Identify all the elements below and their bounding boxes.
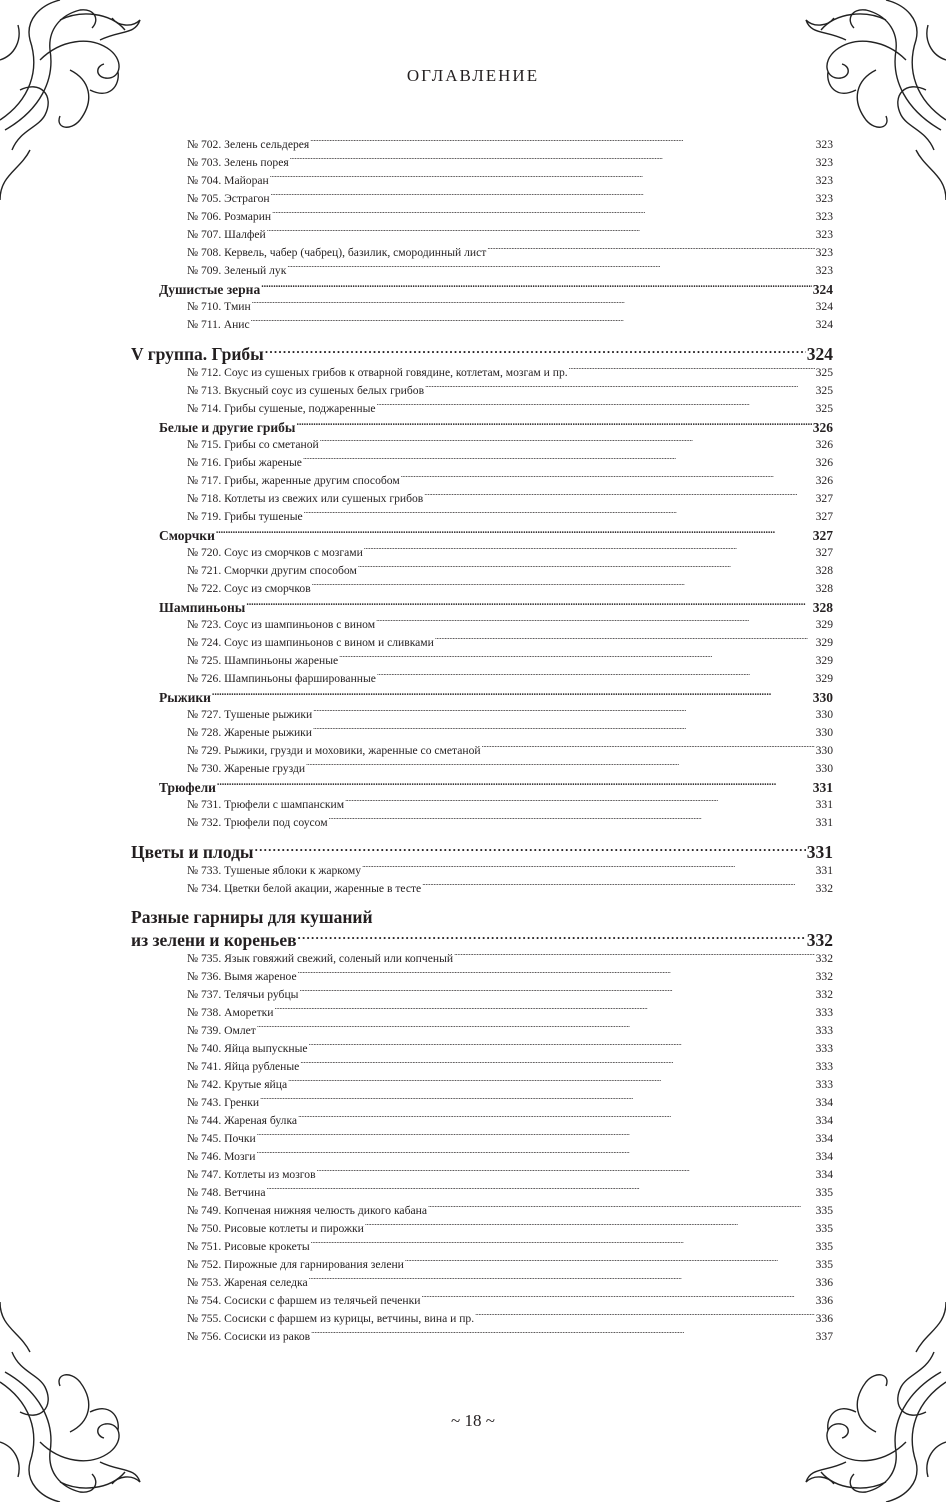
toc-entry-page: 326	[815, 456, 833, 469]
toc-entry-page: 327	[815, 492, 833, 505]
dot-leader	[217, 778, 812, 792]
toc-entry-title: № 716. Грибы жареные	[187, 456, 302, 469]
toc-entry-title: № 745. Почки	[187, 1132, 256, 1145]
dot-leader	[300, 1058, 814, 1070]
toc-entry[interactable]	[131, 724, 833, 742]
toc-entry-page: 334	[815, 1132, 833, 1145]
toc-entry-title: № 724. Соус из шампиньонов с вином и сливками	[187, 636, 434, 649]
dot-leader	[306, 760, 815, 772]
toc-entry[interactable]	[131, 400, 833, 418]
toc-group-heading[interactable]	[131, 840, 833, 862]
toc-group-page: 331	[806, 841, 833, 862]
dot-leader	[313, 724, 815, 736]
toc-entry-page: 333	[815, 1060, 833, 1073]
toc-entry[interactable]	[131, 1058, 833, 1076]
dot-leader	[257, 1130, 815, 1142]
toc-entry[interactable]	[131, 454, 833, 472]
dot-leader	[310, 136, 814, 148]
toc-subsection[interactable]	[131, 778, 833, 796]
toc-entry[interactable]	[131, 1274, 833, 1292]
toc-entry[interactable]	[131, 742, 833, 760]
toc-entry-title: № 715. Грибы со сметаной	[187, 438, 319, 451]
dot-leader	[309, 1274, 815, 1286]
toc-entry-page: 328	[815, 564, 833, 577]
dot-leader	[288, 1076, 815, 1088]
toc-entry-page: 327	[815, 546, 833, 559]
toc-entry-page: 334	[815, 1096, 833, 1109]
dot-leader	[266, 1184, 814, 1196]
toc-entry-title: № 728. Жареные рыжики	[187, 726, 313, 739]
toc-subsection-page: 331	[812, 779, 833, 795]
toc-group-page: 332	[806, 929, 833, 950]
toc-subsection[interactable]	[131, 526, 833, 544]
toc-entry[interactable]	[131, 986, 833, 1004]
toc-entry-page: 323	[815, 156, 833, 169]
toc-entry[interactable]	[131, 472, 833, 490]
toc-entry-title: № 704. Майоран	[187, 174, 269, 187]
toc-entry[interactable]	[131, 190, 833, 208]
toc-subsection-title: Сморчки	[159, 527, 215, 543]
toc-entry[interactable]	[131, 562, 833, 580]
toc-entry[interactable]	[131, 262, 833, 280]
toc-group-title-line2: из зелени и кореньев	[131, 929, 297, 950]
toc-entry-page: 336	[815, 1294, 833, 1307]
toc-entry-page: 332	[815, 952, 833, 965]
dot-leader	[428, 1202, 815, 1214]
toc-entry-title: № 733. Тушеные яблоки к жаркому	[187, 864, 362, 877]
toc-entry-page: 332	[815, 970, 833, 983]
dot-leader	[265, 342, 806, 360]
dot-leader	[257, 1148, 815, 1160]
toc-entry-page: 334	[815, 1150, 833, 1163]
dot-leader	[216, 526, 812, 540]
toc-subsection-title: Шампиньоны	[159, 599, 246, 615]
toc-entry-title: № 741. Яйца рубленые	[187, 1060, 300, 1073]
dot-leader	[475, 1310, 814, 1322]
toc-subsection[interactable]	[131, 280, 833, 298]
dot-leader	[320, 436, 815, 448]
toc-entry-title: № 703. Зелень порея	[187, 156, 289, 169]
toc-subsection-page: 326	[812, 419, 833, 435]
toc-entry-page: 333	[815, 1006, 833, 1019]
toc-subsection-page: 324	[812, 281, 833, 297]
toc-entry-title: № 748. Ветчина	[187, 1186, 266, 1199]
toc-entry-title: № 722. Соус из сморчков	[187, 582, 311, 595]
toc-entry-page: 328	[815, 582, 833, 595]
dot-leader	[376, 616, 815, 628]
toc-entry-page: 329	[815, 636, 833, 649]
toc-entry-title: № 739. Омлет	[187, 1024, 256, 1037]
toc-entry[interactable]	[131, 670, 833, 688]
dot-leader	[252, 298, 815, 310]
toc-entry-page: 324	[815, 300, 833, 313]
toc-entry-page: 335	[815, 1186, 833, 1199]
toc-entry-page: 331	[815, 798, 833, 811]
toc-entry[interactable]	[131, 1310, 833, 1328]
toc-entry-title: № 740. Яйца выпускные	[187, 1042, 308, 1055]
toc-entry[interactable]	[131, 796, 833, 814]
dot-leader	[569, 364, 815, 376]
toc-entry-title: № 713. Вкусный соус из сушеных белых грибов	[187, 384, 425, 397]
toc-entry[interactable]	[131, 1292, 833, 1310]
toc-entry[interactable]	[131, 508, 833, 526]
toc-entry[interactable]	[131, 490, 833, 508]
dot-leader	[270, 172, 815, 184]
toc-entry[interactable]	[131, 706, 833, 724]
toc-entry-title: № 709. Зеленый лук	[187, 264, 287, 277]
toc-subsection-title: Белые и другие грибы	[159, 419, 296, 435]
toc-entry-page: 333	[815, 1024, 833, 1037]
toc-entry-page: 336	[815, 1312, 833, 1325]
toc-entry-title: № 738. Аморетки	[187, 1006, 274, 1019]
toc-entry-title: № 717. Грибы, жаренные другим способом	[187, 474, 400, 487]
toc-entry[interactable]	[131, 1238, 833, 1256]
dot-leader	[296, 418, 811, 432]
dot-leader	[422, 880, 814, 892]
toc-entry-title: № 725. Шампиньоны жареные	[187, 654, 339, 667]
toc-entry[interactable]	[131, 1004, 833, 1022]
running-head: ОГЛАВЛЕНИЕ	[406, 66, 540, 85]
toc-entry-title: № 742. Крутые яйца	[187, 1078, 288, 1091]
toc-entry-title: № 712. Соус из сушеных грибов к отварной говядине, котлетам, мозгам и пр.	[187, 366, 568, 379]
dot-leader	[362, 862, 815, 874]
toc-entry[interactable]	[131, 760, 833, 778]
dot-leader	[313, 706, 814, 718]
dot-leader	[487, 244, 814, 256]
dot-leader	[267, 226, 815, 238]
toc-entry-page: 330	[815, 762, 833, 775]
toc-group-heading[interactable]	[131, 928, 833, 950]
dot-leader	[435, 634, 815, 646]
toc-entry-page: 331	[815, 864, 833, 877]
toc-entry-title: № 735. Язык говяжий свежий, соленый или копченый	[187, 952, 454, 965]
dot-leader	[255, 840, 806, 858]
toc-entry-page: 335	[815, 1204, 833, 1217]
toc-entry[interactable]	[131, 1040, 833, 1058]
toc-entry-page: 330	[815, 708, 833, 721]
toc-entry[interactable]	[131, 1220, 833, 1238]
toc-entry-title: № 754. Сосиски с фаршем из телячьей печенки	[187, 1294, 421, 1307]
toc-entry-page: 332	[815, 882, 833, 895]
dot-leader	[309, 1040, 815, 1052]
toc-entry[interactable]	[131, 862, 833, 880]
toc-entry[interactable]	[131, 364, 833, 382]
toc-entry-title: № 752. Пирожные для гарнирования зелени	[187, 1258, 404, 1271]
toc-group-page: 324	[806, 343, 833, 364]
dot-leader	[339, 652, 814, 664]
toc-entry-page: 335	[815, 1240, 833, 1253]
toc-entry-title: № 736. Вымя жареное	[187, 970, 297, 983]
toc-entry[interactable]	[131, 1022, 833, 1040]
toc-entry-page: 329	[815, 618, 833, 631]
toc-entry-title: № 702. Зелень сельдерея	[187, 138, 310, 151]
toc-entry-title: № 720. Соус из сморчков с мозгами	[187, 546, 363, 559]
dot-leader	[425, 382, 815, 394]
toc-entry-page: 325	[815, 384, 833, 397]
toc-entry-page: 335	[815, 1258, 833, 1271]
toc-entry-page: 330	[815, 744, 833, 757]
toc-entry[interactable]	[131, 208, 833, 226]
dot-leader	[212, 688, 812, 702]
dot-leader	[377, 400, 815, 412]
toc-entry-page: 334	[815, 1168, 833, 1181]
dot-leader	[311, 1328, 814, 1340]
toc-entry-title: № 747. Котлеты из мозгов	[187, 1168, 316, 1181]
toc-entry[interactable]	[131, 298, 833, 316]
toc-entry-title: № 721. Сморчки другим способом	[187, 564, 357, 577]
toc-entry-page: 323	[815, 192, 833, 205]
toc-entry-title: № 730. Жареные грузди	[187, 762, 306, 775]
toc-subsection-title: Рыжики	[159, 689, 211, 705]
toc-entry-title: № 753. Жареная селедка	[187, 1276, 308, 1289]
toc-entry-page: 332	[815, 988, 833, 1001]
toc-entry[interactable]	[131, 136, 833, 154]
toc-entry-page: 333	[815, 1042, 833, 1055]
dot-leader	[298, 928, 806, 946]
dot-leader	[364, 544, 815, 556]
toc-entry[interactable]	[131, 950, 833, 968]
dot-leader	[329, 814, 815, 826]
toc-entry-page: 325	[815, 402, 833, 415]
toc-entry-page: 324	[815, 318, 833, 331]
toc-entry[interactable]	[131, 1148, 833, 1166]
toc-subsection[interactable]	[131, 418, 833, 436]
dot-leader	[275, 1004, 815, 1016]
toc-entry-title: № 732. Трюфели под соусом	[187, 816, 328, 829]
dot-leader	[298, 1112, 815, 1124]
toc-entry[interactable]	[131, 580, 833, 598]
toc-entry-page: 326	[815, 474, 833, 487]
toc-entry[interactable]	[131, 1202, 833, 1220]
toc-entry-title: № 751. Рисовые крокеты	[187, 1240, 310, 1253]
toc-entry-page: 323	[815, 228, 833, 241]
dot-leader	[424, 490, 814, 502]
toc-entry-page: 329	[815, 654, 833, 667]
toc-entry-title: № 734. Цветки белой акации, жаренные в тесте	[187, 882, 422, 895]
toc-entry[interactable]	[131, 1328, 833, 1346]
toc-entry[interactable]	[131, 1166, 833, 1184]
toc-entry-title: № 714. Грибы сушеные, поджаренные	[187, 402, 376, 415]
toc-entry[interactable]	[131, 968, 833, 986]
toc-entry-title: № 731. Трюфели с шампанским	[187, 798, 345, 811]
toc-entry[interactable]	[131, 244, 833, 262]
toc-entry[interactable]	[131, 382, 833, 400]
toc-entry[interactable]	[131, 154, 833, 172]
dot-leader	[304, 508, 815, 520]
toc-entry-page: 330	[815, 726, 833, 739]
toc-group-title: V группа. Грибы	[131, 343, 264, 364]
toc-entry-title: № 737. Телячьи рубцы	[187, 988, 299, 1001]
toc-entry[interactable]	[131, 544, 833, 562]
dot-leader	[271, 190, 815, 202]
toc-entry-page: 336	[815, 1276, 833, 1289]
toc-entry[interactable]	[131, 1256, 833, 1274]
dot-leader	[272, 208, 814, 220]
toc-entry-title: № 744. Жареная булка	[187, 1114, 298, 1127]
toc-entry[interactable]	[131, 1184, 833, 1202]
toc-entry[interactable]	[131, 172, 833, 190]
toc-entry-title: № 710. Тмин	[187, 300, 251, 313]
toc-entry-page: 333	[815, 1078, 833, 1091]
toc-entry[interactable]	[131, 436, 833, 454]
dot-leader	[454, 950, 815, 962]
toc-entry-page: 331	[815, 816, 833, 829]
dot-leader	[345, 796, 815, 808]
dot-leader	[287, 262, 814, 274]
dot-leader	[261, 280, 812, 294]
toc-entry[interactable]	[131, 814, 833, 832]
toc-entry-title: № 746. Мозги	[187, 1150, 256, 1163]
toc-entry-title: № 718. Котлеты из свежих или сушеных грибов	[187, 492, 424, 505]
dot-leader	[299, 986, 814, 998]
dot-leader	[246, 598, 811, 612]
dot-leader	[260, 1094, 815, 1106]
page-number: ~ 18 ~	[451, 1411, 495, 1430]
toc-entry-title: № 727. Тушеные рыжики	[187, 708, 313, 721]
toc-entry-page: 337	[815, 1330, 833, 1343]
toc-entry-page: 323	[815, 246, 833, 259]
toc-entry[interactable]	[131, 616, 833, 634]
toc-entry[interactable]	[131, 226, 833, 244]
toc-entry[interactable]	[131, 316, 833, 334]
toc-entry-page: 335	[815, 1222, 833, 1235]
toc-entry-title: № 705. Эстрагон	[187, 192, 270, 205]
dot-leader	[401, 472, 815, 484]
toc-entry-title: № 729. Рыжики, грузди и моховики, жаренные со сметаной	[187, 744, 481, 757]
toc-entry-title: № 743. Гренки	[187, 1096, 260, 1109]
dot-leader	[377, 670, 815, 682]
toc-entry-page: 323	[815, 138, 833, 151]
toc-entry-title: № 726. Шампиньоны фаршированные	[187, 672, 376, 685]
toc-entry[interactable]	[131, 652, 833, 670]
toc-entry-page: 327	[815, 510, 833, 523]
toc-group-heading[interactable]	[131, 342, 833, 364]
dot-leader	[311, 1238, 815, 1250]
dot-leader	[421, 1292, 814, 1304]
toc-entry-page: 334	[815, 1114, 833, 1127]
dot-leader	[257, 1022, 815, 1034]
dot-leader	[317, 1166, 815, 1178]
toc-entry-title: № 750. Рисовые котлеты и пирожки	[187, 1222, 364, 1235]
toc-subsection-page: 328	[812, 599, 833, 615]
dot-leader	[303, 454, 815, 466]
toc-subsection[interactable]	[131, 688, 833, 706]
dot-leader	[365, 1220, 815, 1232]
toc-entry-title: № 708. Кервель, чабер (чабрец), базилик, смородинный лист	[187, 246, 487, 259]
toc-entry-title: № 723. Соус из шампиньонов с вином	[187, 618, 376, 631]
toc-entry[interactable]	[131, 1130, 833, 1148]
toc-entry-title: № 707. Шалфей	[187, 228, 266, 241]
toc-subsection-page: 327	[812, 527, 833, 543]
toc-subsection-title: Трюфели	[159, 779, 216, 795]
dot-leader	[358, 562, 815, 574]
toc-entry-title: № 749. Копченая нижняя челюсть дикого кабана	[187, 1204, 427, 1217]
toc-group-title-line1[interactable]: Разные гарниры для кушаний	[131, 907, 373, 927]
toc-entry-page: 329	[815, 672, 833, 685]
toc-entry-page: 323	[815, 264, 833, 277]
toc-entry[interactable]	[131, 1112, 833, 1130]
toc-entry-title: № 706. Розмарин	[187, 210, 272, 223]
toc-entry-title: № 755. Сосиски с фаршем из курицы, ветчины, вина и пр.	[187, 1312, 475, 1325]
toc-subsection-page: 330	[812, 689, 833, 705]
toc-entry[interactable]	[131, 634, 833, 652]
dot-leader	[290, 154, 815, 166]
toc-subsection-title: Душистые зерна	[159, 281, 261, 297]
dot-leader	[405, 1256, 815, 1268]
dot-leader	[482, 742, 815, 754]
toc-entry[interactable]	[131, 880, 833, 898]
toc-entry[interactable]	[131, 1076, 833, 1094]
dot-leader	[251, 316, 815, 328]
dot-leader	[298, 968, 815, 980]
toc-entry-page: 323	[815, 210, 833, 223]
toc-entry[interactable]	[131, 1094, 833, 1112]
toc-entry-title: № 719. Грибы тушеные	[187, 510, 303, 523]
toc-entry-title: № 756. Сосиски из раков	[187, 1330, 311, 1343]
toc-entry-page: 326	[815, 438, 833, 451]
toc-entry-page: 325	[815, 366, 833, 379]
toc-subsection[interactable]	[131, 598, 833, 616]
dot-leader	[312, 580, 815, 592]
toc-group-title: Цветы и плоды	[131, 841, 254, 862]
toc-entry-page: 323	[815, 174, 833, 187]
table-of-contents	[131, 136, 833, 1346]
toc-entry-title: № 711. Анис	[187, 318, 250, 331]
